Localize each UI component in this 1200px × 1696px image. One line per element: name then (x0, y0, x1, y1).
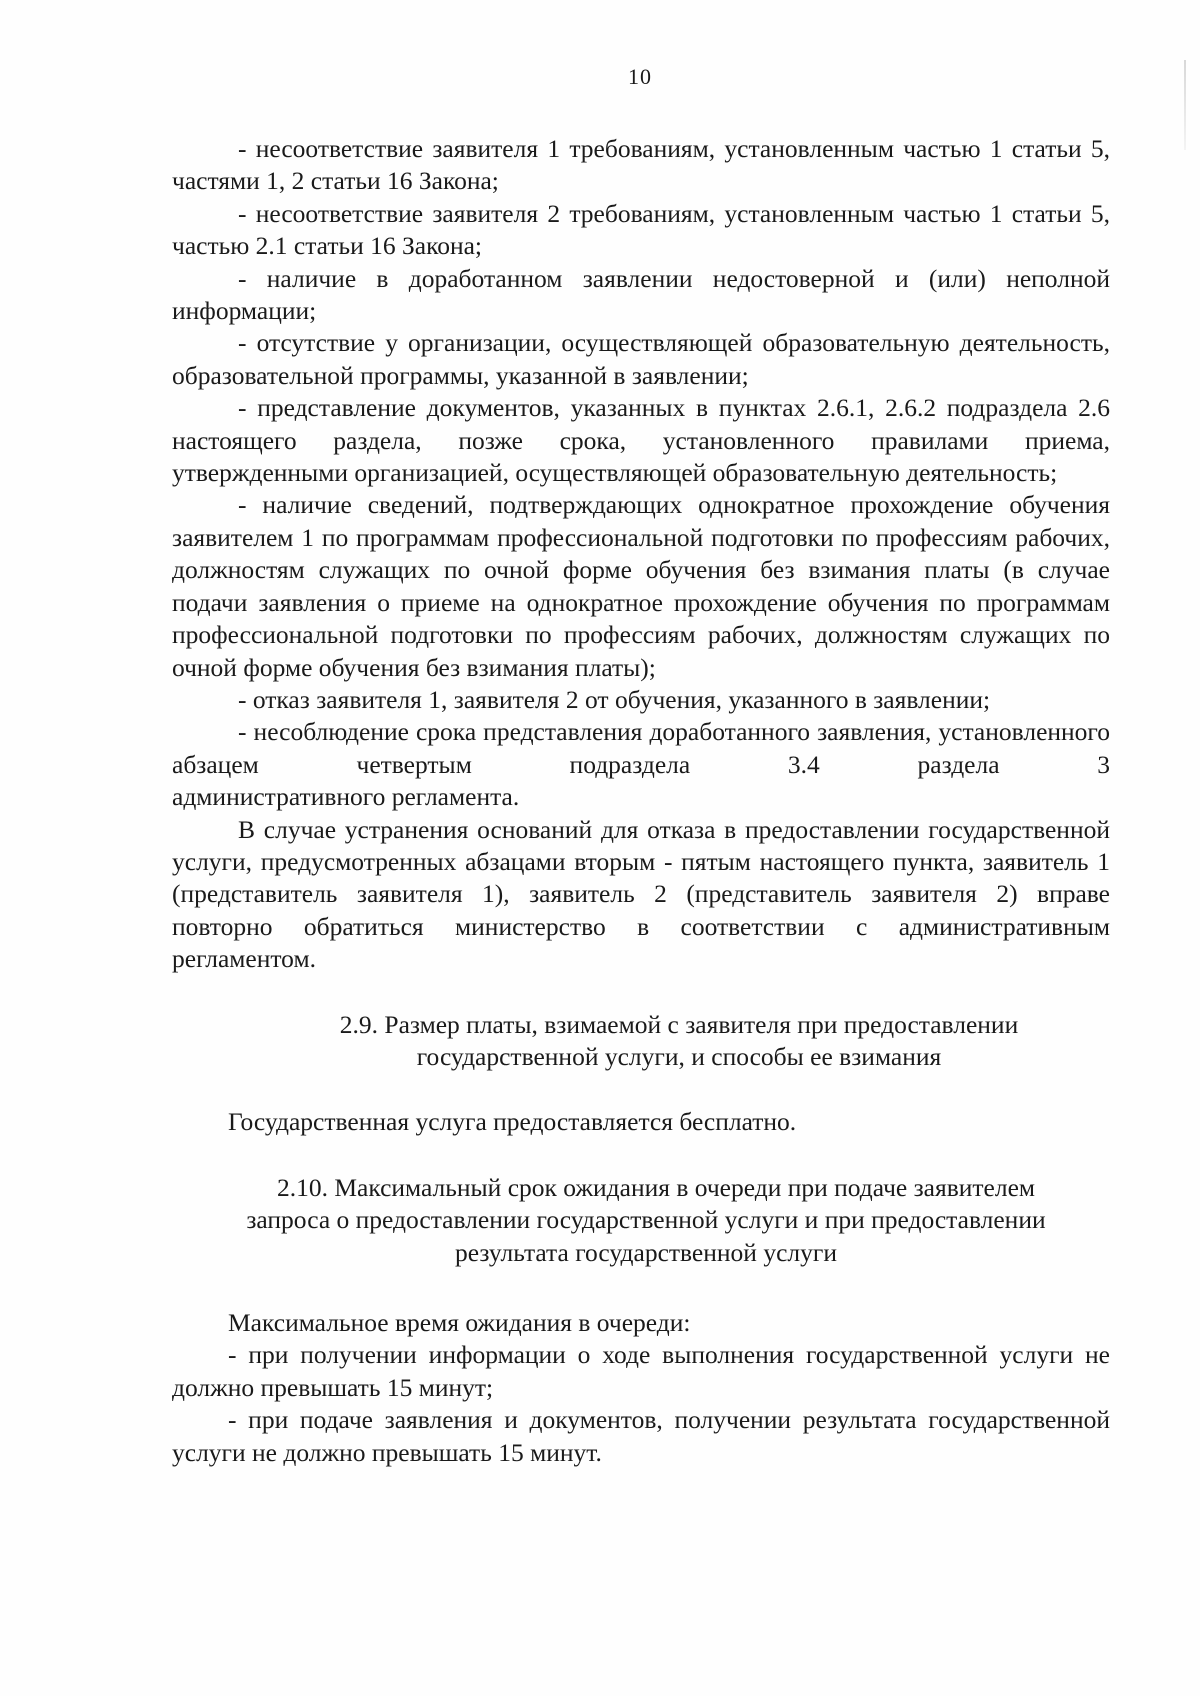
paragraph-late-documents: - представление документов, указанных в пунктах 2.6.1, 2.6.2 подраздела 2.6 настоящего раздела, позже срока, установленного правилами приема, утвержденными организацией, осуществляющей образовательную деятельность; (172, 393, 1110, 488)
paragraph-unreliable-information: - наличие в доработанном заявлении недостоверной и (или) неполной информации; (172, 263, 1110, 326)
paragraph-previous-training: - наличие сведений, подтверждающих однократное прохождение обучения заявителем 1 по программам профессиональной подготовки по профессиям рабочих, должностям служащих по очной форме обучения без взимания платы (в случае подачи заявления о приеме на однократное прохождение обучения по программам профессиональной подготовки по профессиям рабочих, должностям служащих по очной форме обучения без взимания платы); (172, 490, 1110, 682)
paragraph-requirements-applicant-1: - несоответствие заявителя 1 требованиям, установленным частью 1 статьи 5, частями 1, 2 статьи 16 Закона; (172, 134, 1110, 196)
paragraph-deadline-violation: - несоблюдение срока представления доработанного заявления, установленного абзацем четвертым подраздела 3.4 раздела 3 (172, 717, 1110, 779)
section-2-10-heading-line-1: 2.10. Максимальный срок ожидания в очереди при подаче заявителем (276, 1172, 1036, 1202)
paragraph-deadline-violation-end: административного регламента. (172, 782, 520, 812)
section-2-10-item-information: - при получении информации о ходе выполнения государственной услуги не должно превышать 15 минут; (172, 1340, 1110, 1402)
section-2-9-text: Государственная услуга предоставляется бесплатно. (228, 1107, 797, 1137)
section-2-10-item-application: - при подаче заявления и документов, получении результата государственной услуги не должно превышать 15 минут. (172, 1405, 1110, 1467)
paragraph-repeat-application: В случае устранения оснований для отказа в предоставлении государственной услуги, предусмотренных абзацами вторым - пятым настоящего пункта, заявитель 1 (представитель заявителя 1), заявитель 2 (представитель заявителя 2) вправе повторно обратиться министерство в соответствии с административным регламентом. (172, 814, 1110, 974)
document-body (172, 133, 1110, 1469)
paragraph-requirements-applicant-2: - несоответствие заявителя 2 требованиям, установленным частью 1 статьи 5, частью 2.1 статьи 16 Закона; (172, 198, 1110, 261)
page-number: 10 (628, 64, 652, 89)
section-2-9-heading-line-1: 2.9. Размер платы, взимаемой с заявителя при предоставлении (339, 1009, 1019, 1039)
paragraph-refusal-of-training: - отказ заявителя 1, заявителя 2 от обучения, указанного в заявлении; (238, 684, 991, 714)
section-2-10-heading-line-3: результата государственной услуги (455, 1237, 837, 1267)
section-2-9-heading-line-2: государственной услуги, и способы ее взимания (416, 1041, 942, 1071)
section-2-10-heading-line-2: запроса о предоставлении государственной услуги и при предоставлении (246, 1205, 1046, 1235)
paragraph-missing-program: - отсутствие у организации, осуществляющей образовательную деятельность, образовательной программы, указанной в заявлении; (172, 328, 1110, 390)
section-2-10-intro: Максимальное время ожидания в очереди: (228, 1308, 691, 1337)
